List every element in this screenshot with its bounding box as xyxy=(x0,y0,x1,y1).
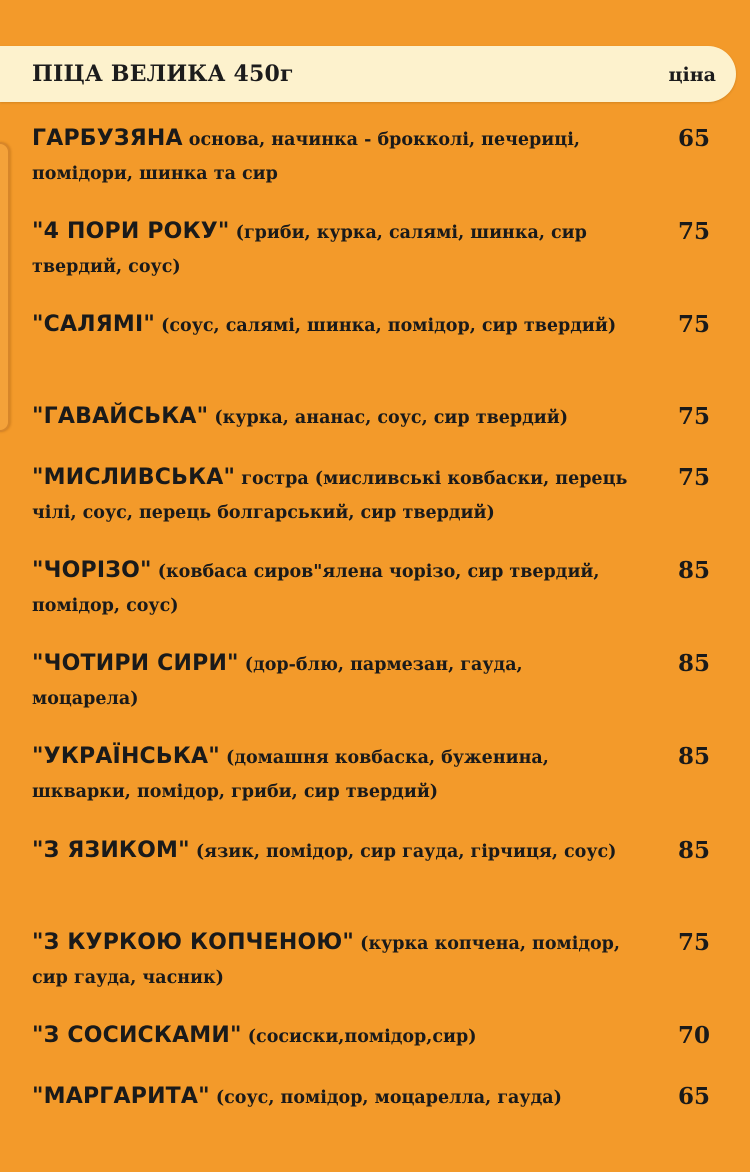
menu-item-description: (гриби, курка, салямі, шинка, сир твердий, соус) xyxy=(32,223,587,277)
menu-item-description: (курка, ананас, соус, сир твердий) xyxy=(208,408,569,428)
menu-item-price: 70 xyxy=(677,1022,710,1049)
menu-item-name: "4 ПОРИ РОКУ" xyxy=(32,219,230,244)
menu-item-name: ГАРБУЗЯНА xyxy=(32,126,183,151)
menu-section-header xyxy=(0,46,736,102)
menu-item-price: 75 xyxy=(677,218,710,245)
menu-item-description: основа, начинка - брокколі, печериці, помідори, шинка та сир xyxy=(32,130,580,184)
side-tab xyxy=(0,142,10,432)
menu-item-description: (ковбаса сиров"ялена чорізо, сир твердий, помідор, соус) xyxy=(32,562,600,616)
menu-item-name: "ЧОРІЗО" xyxy=(32,558,152,583)
menu-item xyxy=(32,461,718,530)
menu-item-price: 85 xyxy=(677,837,710,864)
menu-item-description: (соус, помідор, моцарелла, гауда) xyxy=(209,1088,562,1108)
menu-item-description: (язик, помідор, сир гауда, гірчиця, соус) xyxy=(189,842,617,862)
menu-item-description: (соус, салямі, шинка, помідор, сир твердий) xyxy=(155,316,617,336)
menu-item xyxy=(32,1080,718,1115)
menu-item xyxy=(32,834,718,869)
menu-item xyxy=(32,740,718,809)
menu-item xyxy=(32,215,718,284)
menu-item-name: "ГАВАЙСЬКА" xyxy=(32,404,209,429)
section-title: ПІЦА ВЕЛИКА 450г xyxy=(32,61,294,87)
menu-item xyxy=(32,122,718,191)
menu-item-price: 65 xyxy=(677,125,710,152)
price-column-label: ціна xyxy=(668,64,716,86)
menu-item-price: 75 xyxy=(677,929,710,956)
menu-item xyxy=(32,1019,718,1054)
menu-item-price: 75 xyxy=(677,403,710,430)
menu-item-price: 75 xyxy=(677,311,710,338)
menu-item xyxy=(32,926,718,995)
menu-item-name: "САЛЯМІ" xyxy=(32,312,155,337)
menu-item-name: "МАРГАРИТА" xyxy=(32,1084,210,1109)
menu-item-price: 85 xyxy=(677,650,710,677)
menu-item-name: "МИСЛИВСЬКА" xyxy=(32,465,236,490)
menu-item-name: "З КУРКОЮ КОПЧЕНОЮ" xyxy=(32,930,355,955)
menu-item-description: (дор-блю, пармезан, гауда, моцарела) xyxy=(32,655,523,709)
menu-item xyxy=(32,554,718,623)
menu-item-name: "З ЯЗИКОМ" xyxy=(32,838,190,863)
menu-item xyxy=(32,308,718,343)
menu-item xyxy=(32,400,718,435)
menu-item-name: "З СОСИСКАМИ" xyxy=(32,1023,242,1048)
menu-item-description: (домашня ковбаска, буженина, шкварки, помідор, гриби, сир твердий) xyxy=(32,748,549,802)
menu-item xyxy=(32,647,718,716)
menu-item-description: гостра (мисливські ковбаски, перець чілі, соус, перець болгарський, сир твердий) xyxy=(32,469,628,523)
menu-item-name: "УКРАЇНСЬКА" xyxy=(32,744,220,769)
menu-item-price: 85 xyxy=(677,743,710,770)
menu-item-name: "ЧОТИРИ СИРИ" xyxy=(32,651,239,676)
menu-item-price: 75 xyxy=(677,464,710,491)
menu-item-description: (курка копчена, помідор, сир гауда, часник) xyxy=(32,934,621,988)
menu-item-description: (сосиски,помідор,сир) xyxy=(241,1027,477,1047)
menu-item-price: 85 xyxy=(677,557,710,584)
menu-item-price: 65 xyxy=(677,1083,710,1110)
